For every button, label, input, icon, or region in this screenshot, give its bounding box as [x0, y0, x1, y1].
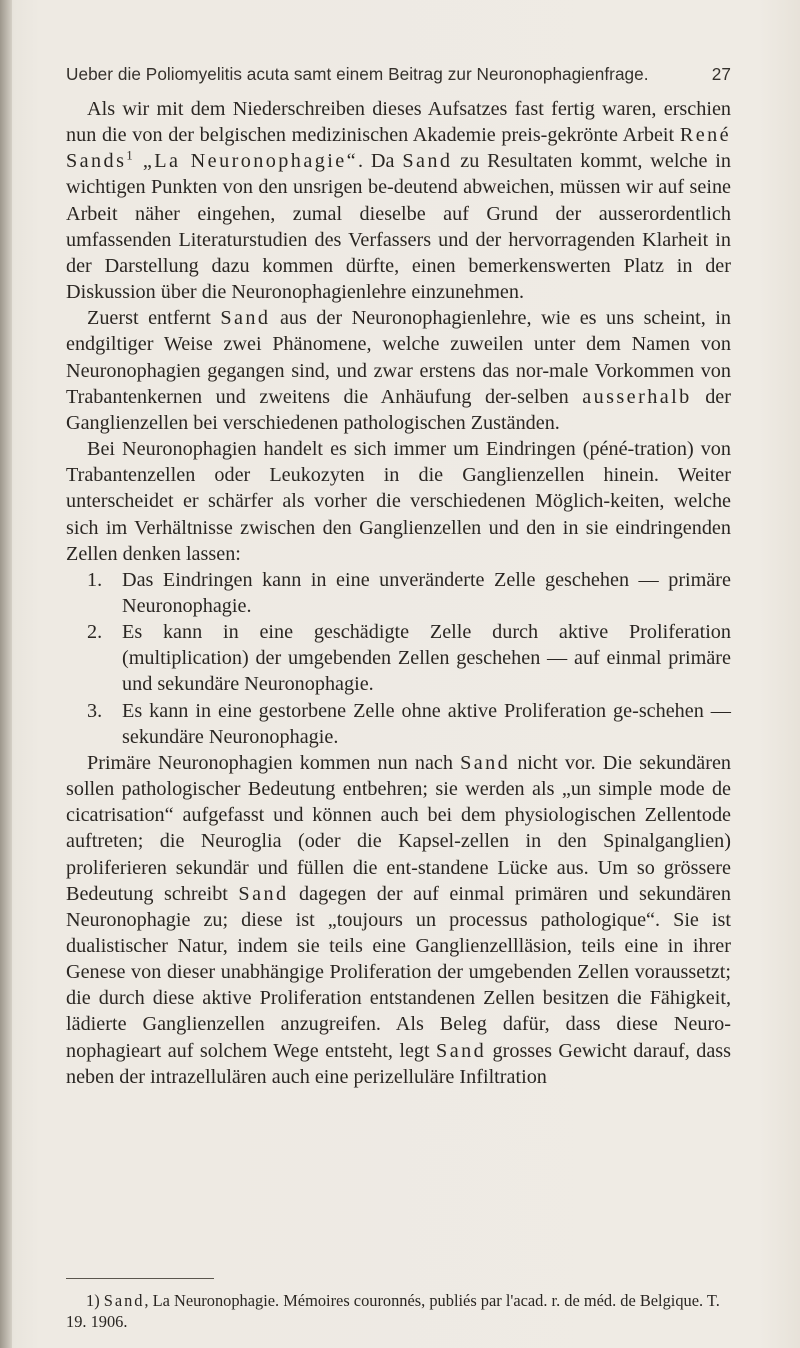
paragraph-4 [66, 750, 731, 1090]
list-item [66, 698, 731, 750]
list-number: 1. [87, 568, 103, 591]
paragraph-text: dagegen der auf einmal primären und sekundären Neuronophagie zu; diese ist „toujours un processus pathologique“. Sie ist dualistischer Natur, indem sie teils eine Ganglienzellläsion, teils eine in ihrer Genese von dieser unabhängige Proliferation der umgebenden Zellen voraussetzt; die durch diese aktive Proliferation entstandenen Zellen besitzen die Fähigkeit, lädierte Ganglienzellen anzugreifen. Als Beleg dafür, dass diese Neuro-nophagieart auf solchem Wege entsteht, legt [66, 882, 731, 1062]
footnote-text [66, 1290, 731, 1332]
numbered-list [66, 567, 731, 750]
paragraph-text: nicht vor. Die sekundären sollen pathologischer Bedeutung entbehren; sie werden als „un simple mode de cicatrisation“ aufgefasst und können auch bei dem physiologischen Zellentode auftreten; die Neuroglia (oder die Kapsel-zellen in den Spinalganglien) proliferieren sekundär und füllen die ent-standene Lücke aus. Um so grössere Bedeutung schreibt [66, 751, 731, 905]
paragraph-2 [66, 305, 731, 436]
author-name: Sand [460, 751, 511, 774]
paragraph-3: Bei Neuronophagien handelt es sich immer um Eindringen (péné-tration) von Trabantenzellen oder Leukozyten in die Ganglienzellen hinein. Weiter unterscheidet er schärfer als vorher die verschiedenen Möglich-keiten, welche sich im Verhältnisse zwischen den Ganglienzellen und den in sie eindringenden Zellen denken lassen: [66, 438, 731, 565]
footnote-divider [66, 1278, 214, 1279]
list-item [66, 619, 731, 697]
list-item [66, 567, 731, 619]
list-text: Es kann in eine gestorbene Zelle ohne aktive Proliferation ge-schehen — sekundäre Neuronophagie. [122, 699, 731, 748]
paragraph-text: grosses Gewicht darauf, dass neben der intrazellulären auch eine perizelluläre Infiltration [66, 1039, 731, 1088]
list-number: 3. [87, 699, 103, 722]
paragraph-text: aus der Neuronophagienlehre, wie es uns scheint, in endgiltiger Weise zwei Phänomene, welche zuweilen unter dem Namen von Neuronophagien gegangen sind, und zwar erstens das nor-male Vorkommen von Trabantenkernen und zweitens die Anhäufung der-selben [66, 307, 732, 408]
paragraph-text: Als wir mit dem Niederschreiben dieses Aufsatzes fast fertig waren, erschien nun die von der belgischen medizinischen Akademie preis-gekrönte Arbeit [66, 98, 731, 147]
author-name: Sand [103, 1291, 145, 1310]
list-text: Es kann in eine geschädigte Zelle durch aktive Proliferation (multiplication) der umgebenden Zellen geschehen — auf einmal primäre und sekundäre Neuronophagie. [122, 621, 731, 696]
body-text [66, 96, 731, 1090]
author-name: Sand [220, 307, 271, 330]
paragraph-1 [66, 96, 731, 305]
header-title: Ueber die Poliomyelitis acuta samt einem Beitrag zur Neuronophagienfrage. [66, 64, 649, 84]
list-text: Das Eindringen kann in eine unveränderte Zelle geschehen — primäre Neuronophagie. [122, 568, 731, 617]
page-number: 27 [711, 64, 731, 84]
emphasis: ausserhalb [582, 385, 692, 408]
paragraph-text: der Ganglienzellen bei verschiedenen pathologischen Zuständen. [66, 385, 731, 434]
binding-shadow [0, 0, 12, 1348]
author-name: Sand [436, 1039, 487, 1062]
author-name: Sand [402, 150, 453, 173]
quoted-title: „La Neuronophagie“ [132, 150, 359, 173]
list-number: 2. [87, 621, 103, 644]
paragraph-text: Zuerst entfernt [87, 307, 221, 330]
paragraph-text: . Da [358, 150, 403, 173]
footnote-marker: 1) [86, 1291, 100, 1310]
author-name: Sand [238, 882, 289, 905]
paragraph-text: zu Resultaten kommt, welche in wichtigen Punkten von den unsrigen be-deutend abweichen, müssen wir auf seine Arbeit näher eingehen, zumal dieselbe auf Grund der ausserordentlich umfassenden Literaturstudien des Verfassers und der hervorragenden Klarheit in der Darstellung dazu kommen dürfte, einen bemerkenswerten Platz in der Diskussion über die Neuronophagienlehre einzunehmen. [66, 150, 731, 304]
author-name: René Sands [66, 124, 731, 173]
paragraph-text: Primäre Neuronophagien kommen nun nach [87, 751, 461, 774]
running-header [66, 64, 731, 88]
footnote [66, 1290, 731, 1332]
footnote-ref: 1 [126, 148, 133, 163]
footnote-body: , La Neuronophagie. Mémoires couronnés, publiés par l'acad. r. de méd. de Belgique. T. 19. 1906. [66, 1291, 720, 1331]
